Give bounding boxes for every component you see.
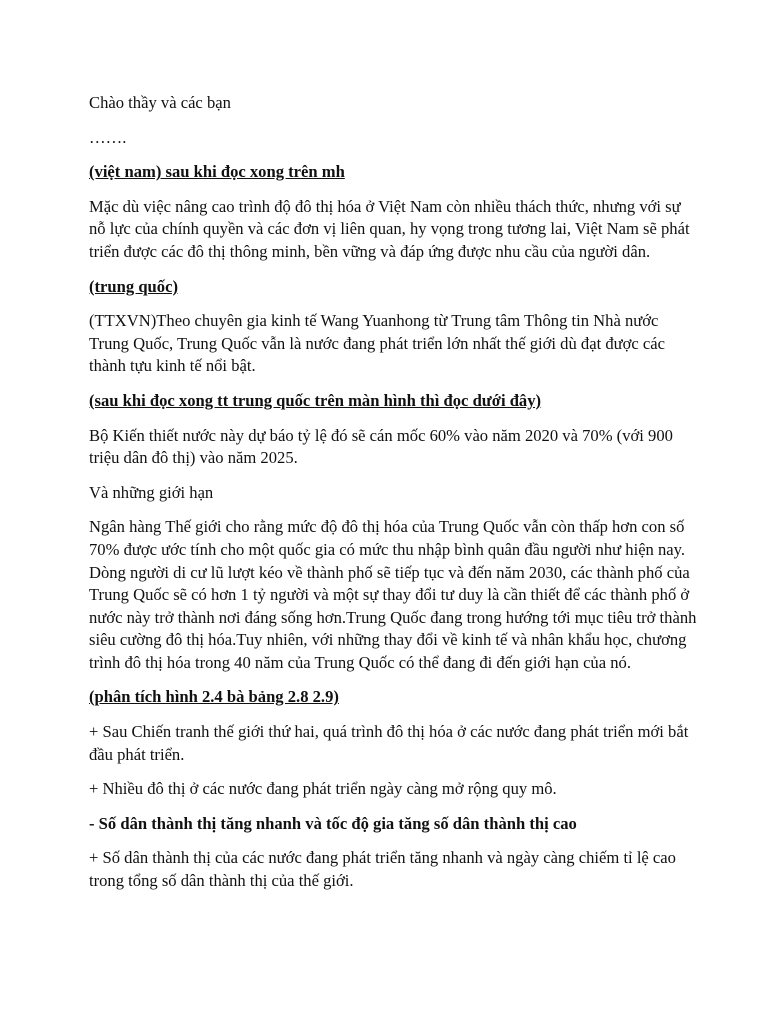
bullet-expansion: + Nhiều đô thị ở các nước đang phát triển ngày càng mở rộng quy mô. (89, 779, 557, 799)
heading-vietnam: (việt nam) sau khi đọc xong trên mh (89, 162, 345, 182)
greeting-text: Chào thầy và các bạn (89, 93, 231, 112)
paragraph-ministry: Bộ Kiến thiết nước này dự báo tỷ lệ đó sẽ cán mốc 60% vào năm 2020 và 70% (với 900 triệu dân đô thị) vào năm 2025. (89, 425, 673, 468)
paragraph-limits: Và những giới hạn (89, 482, 214, 502)
bold-statement: - Số dân thành thị tăng nhanh và tốc độ gia tăng số dân thành thị cao (89, 813, 577, 833)
bullet-postwar: + Sau Chiến tranh thế giới thứ hai, quá trình đô thị hóa ở các nước đang phát triển mới bắt đầu phát triển. (89, 722, 689, 764)
paragraph-worldbank: Ngân hàng Thế giới cho rằng mức độ đô thị hóa của Trung Quốc vẫn còn thấp hơn con số 70% được ước tính cho một quốc gia có mức thu nhập bình quân đầu người như hiện nay. Dòng người di cư lũ lượt kéo về thành phố sẽ tiếp tục và đến năm 2030, các thành phố của Trung Quốc sẽ có hơn 1 tỷ người và một sự thay đổi tư duy là cần thiết để các thành phố ở nước này trở thành nơi đáng sống hơn.Trung Quốc đang trong hướng tới mục tiêu trở thành siêu cường đô thị hóa.Tuy nhiên, với những thay đổi về kinh tế và nhân khẩu học, chương trình đô thị hóa trong 40 năm của Trung Quốc có thể đang đi đến giới hạn của nó. (89, 517, 697, 672)
paragraph-vietnam: Mặc dù việc nâng cao trình độ đô thị hóa ở Việt Nam còn nhiều thách thức, nhưng với sự nỗ lực của chính quyền và các đơn vị liên quan, hy vọng trong tương lai, Việt Nam sẽ phát triển được các đô thị thông minh, bền vững và đáp ứng được nhu cầu của người dân. (89, 196, 690, 261)
heading-china: (trung quốc) (89, 276, 178, 296)
ellipsis-text: ……. (89, 127, 127, 147)
paragraph-china: (TTXVN)Theo chuyên gia kinh tế Wang Yuanhong từ Trung tâm Thông tin Nhà nước Trung Quốc, Trung Quốc vẫn là nước đang phát triển lớn nhất thế giới dù đạt được các thành tựu kinh tế nổi bật. (89, 311, 666, 376)
document-body (89, 92, 699, 905)
heading-after-china: (sau khi đọc xong tt trung quốc trên màn hình thì đọc dưới đây) (89, 390, 542, 410)
bullet-urban-population: + Số dân thành thị của các nước đang phát triển tăng nhanh và ngày càng chiếm tỉ lệ cao trong tổng số dân thành thị của thế giới. (89, 848, 676, 891)
heading-analysis: (phân tích hình 2.4 bà bảng 2.8 2.9) (89, 687, 339, 707)
